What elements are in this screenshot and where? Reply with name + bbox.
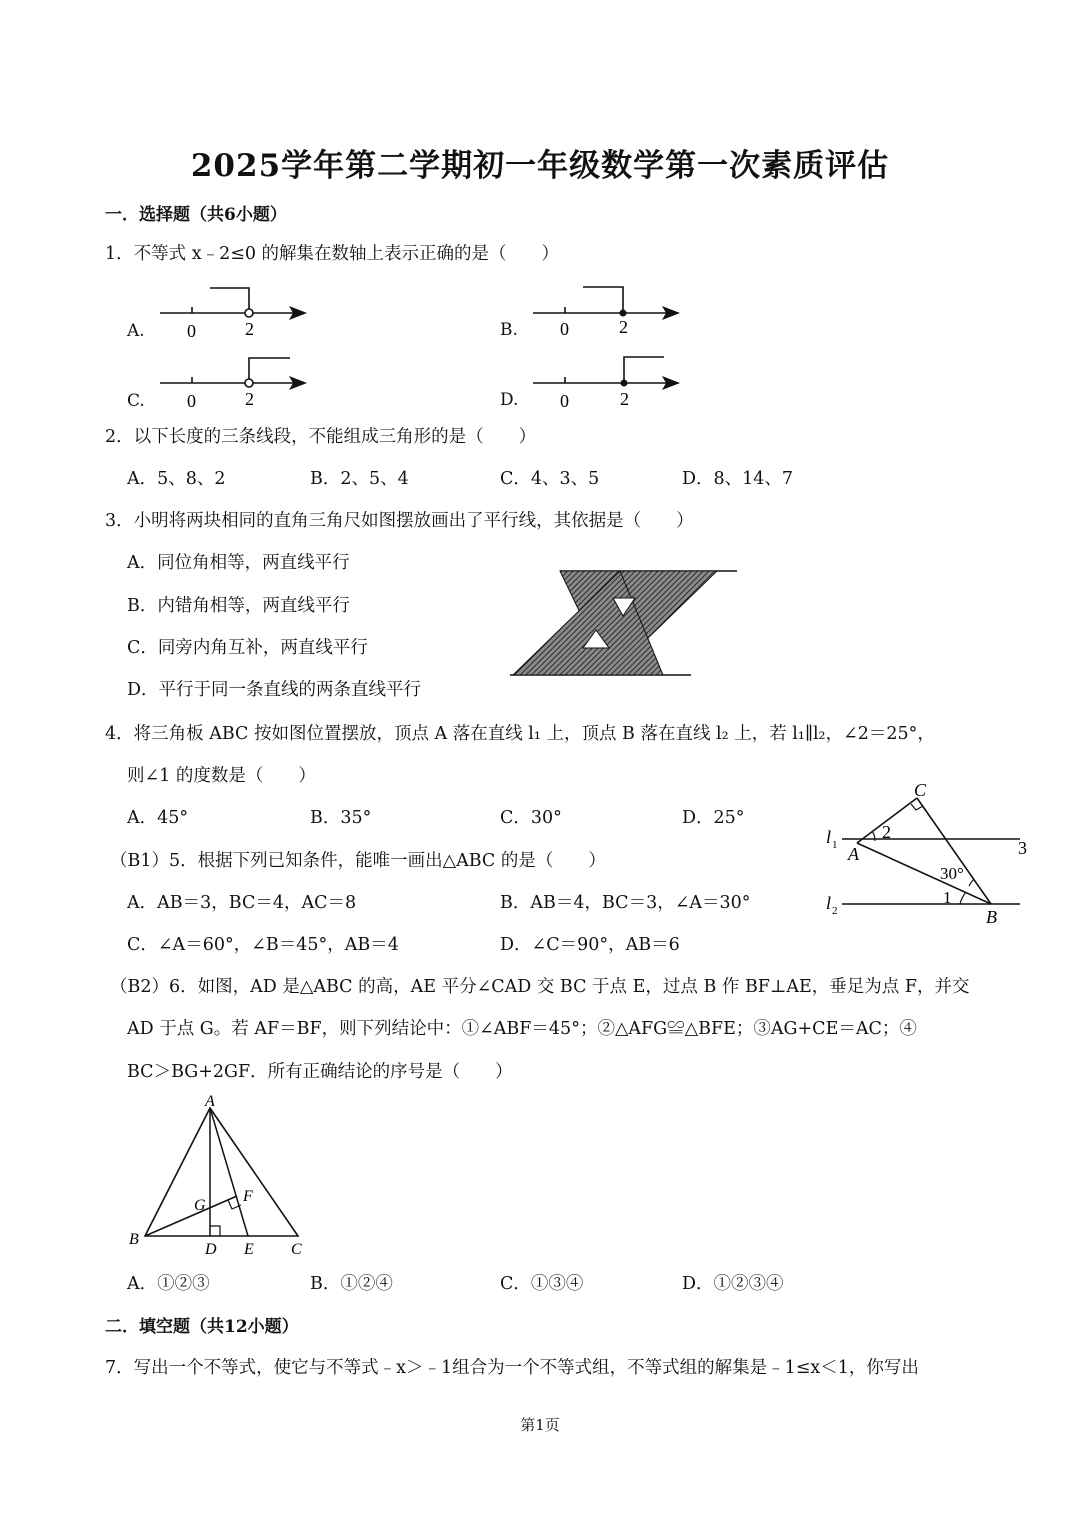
q1-option-d-label: D. [500,390,519,410]
q1-b-two: 2 [619,317,628,337]
question-6-line1: （B2）6．如图，AD 是△ABC 的高，AE 平分∠CAD 交 BC 于点 E，过点 B 作 BF⊥AE，垂足为点 F，并交 [110,977,970,997]
q6-fig-label-c: C [291,1241,302,1258]
question-3: 3．小明将两块相同的直角三角尺如图摆放画出了平行线，其依据是（ ） [105,511,694,531]
question-6-line3: BC＞BG+2GF．所有正确结论的序号是（ ） [127,1062,513,1082]
q3-option-d: D．平行于同一条直线的两条直线平行 [127,680,422,700]
question-4-line1: 4．将三角板 ABC 按如图位置摆放，顶点 A 落在直线 l₁ 上，顶点 B 落在直线 l₂ 上，若 l₁∥l₂，∠2＝25°， [105,724,935,744]
q1-option-c-label: C. [127,391,145,411]
q6-fig-label-a: A [205,1093,215,1110]
q5-option-a: A．AB＝3，BC＝4，AC＝8 [127,893,357,913]
q6-fig-label-e: E [244,1241,254,1258]
q4-fig-label-c: C [914,780,927,800]
q5-option-d: D．∠C＝90°，AB＝6 [500,935,680,955]
q4-option-d: D．25° [682,808,745,828]
q1-number-line-d [528,352,688,412]
q6-option-a: A．①②③ [127,1274,210,1294]
q6-fig-label-f: F [243,1188,253,1205]
q2-option-a: A．5、8、2 [127,469,226,489]
q4-fig-label-l2: l [826,893,832,913]
q2-option-b: B．2、5、4 [310,469,409,489]
q2-option-d: D．8、14、7 [682,469,794,489]
q4-fig-label-l1-sub: 1 [832,839,838,851]
q3-option-a: A．同位角相等，两直线平行 [127,553,350,573]
section-heading-fill: 二．填空题（共12小题） [105,1317,299,1337]
question-7: 7．写出一个不等式，使它与不等式﹣x＞﹣1组合为一个不等式组，不等式组的解集是﹣1≤x＜1，你写出 [105,1358,919,1378]
q2-option-c: C．4、3、5 [500,469,600,489]
q1-c-zero: 0 [187,391,196,411]
q6-triangle-figure [125,1088,315,1260]
q6-option-b: B．①②④ [310,1274,393,1294]
page-number: 第1页 [520,1416,560,1434]
q6-fig-label-d: D [205,1241,217,1258]
q6-option-d: D．①②③④ [682,1274,784,1294]
q4-option-c: C．30° [500,808,562,828]
q6-fig-label-b: B [129,1231,139,1248]
q4-triangle-figure [820,778,1040,928]
q6-fig-label-g: G [194,1197,206,1214]
q4-option-a: A．45° [127,808,189,828]
question-1: 1．不等式 x﹣2≤0 的解集在数轴上表示正确的是（ ） [105,244,560,264]
section-heading-choice: 一．选择题（共6小题） [105,205,287,225]
question-2: 2．以下长度的三条线段，不能组成三角形的是（ ） [105,427,537,447]
q3-option-c: C．同旁内角互补，两直线平行 [127,638,368,658]
q1-d-two: 2 [620,389,629,409]
q1-b-zero: 0 [560,319,569,339]
q1-c-two: 2 [245,389,254,409]
q1-number-line-b [528,282,688,342]
q1-a-zero: 0 [187,321,196,341]
q4-fig-label-l1: l [826,827,832,847]
q1-number-line-a [155,282,315,342]
q1-number-line-c [155,352,315,412]
q1-option-b-label: B. [500,320,518,340]
question-5: （B1）5．根据下列已知条件，能唯一画出△ABC 的是（ ） [110,851,606,871]
q4-fig-label-b: B [986,907,997,927]
q4-fig-label-a: A [848,844,859,864]
q4-fig-label-3: 3 [1018,838,1027,858]
question-4-line2: 则∠1 的度数是（ ） [127,766,316,786]
q4-fig-angle-30: 30° [940,864,964,883]
question-6-line2: AD 于点 G。若 AF＝BF，则下列结论中：①∠ABF＝45°；②△AFG≌△BFE；③AG+CE＝AC；④ [127,1019,917,1039]
q5-option-b: B．AB＝4，BC＝3，∠A＝30° [500,893,751,913]
q5-option-c: C．∠A＝60°，∠B＝45°，AB＝4 [127,935,399,955]
q6-option-c: C．①③④ [500,1274,584,1294]
q4-fig-angle-2: 2 [882,822,891,842]
q1-a-two: 2 [245,319,254,339]
q1-d-zero: 0 [560,391,569,411]
page-title: 2025学年第二学期初一年级数学第一次素质评估 [190,148,890,184]
q1-option-a-label: A. [127,321,145,341]
q3-set-squares-figure [505,565,745,683]
q3-option-b: B．内错角相等，两直线平行 [127,596,350,616]
q4-fig-angle-1: 1 [943,888,952,907]
q4-fig-label-l2-sub: 2 [832,905,838,917]
q4-option-b: B．35° [310,808,372,828]
